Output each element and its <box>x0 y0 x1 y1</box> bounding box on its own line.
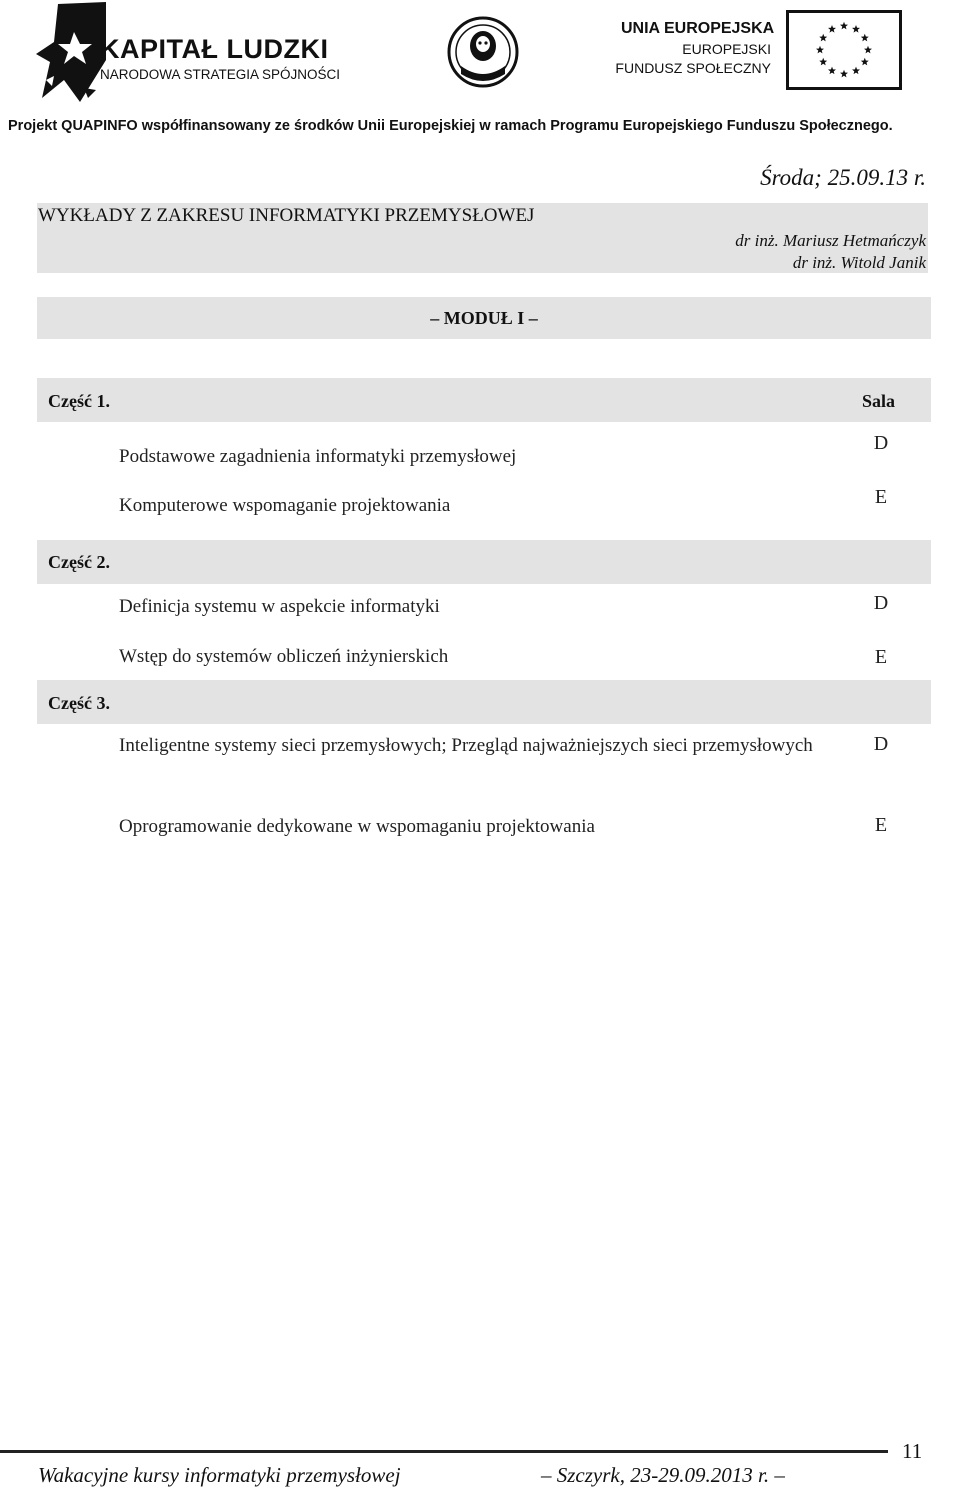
page-title: WYKŁADY Z ZAKRESU INFORMATYKI PRZEMYSŁOWEJ <box>38 205 535 226</box>
module-title: – MODUŁ I – <box>430 308 538 328</box>
topic-item: Inteligentne systemy sieci przemysłowych; Przegląd najważniejszych sieci przemysłowych <box>119 735 813 756</box>
eu-fund-label-line2: FUNDUSZ SPOŁECZNY <box>615 60 771 76</box>
eu-union-label: UNIA EUROPEJSKA <box>621 20 775 37</box>
room-column-header: Sala <box>862 391 896 411</box>
topic-item: Komputerowe wspomaganie projektowania <box>119 495 451 516</box>
kapital-ludzki-subtitle: NARODOWA STRATEGIA SPÓJNOŚCI <box>100 67 341 82</box>
eu-flag-icon <box>786 10 902 90</box>
part-label: Część 3. <box>48 693 110 713</box>
lecturer-name: dr inż. Mariusz Hetmańczyk <box>735 231 926 250</box>
topic-item: Wstęp do systemów obliczeń inżynierskich <box>119 646 449 667</box>
topic-item: Podstawowe zagadnienia informatyki przemysłowej <box>119 446 517 467</box>
room-code: D <box>873 432 889 454</box>
part-label: Część 2. <box>48 552 110 572</box>
university-seal-icon <box>447 16 519 88</box>
footer-course-name: Wakacyjne kursy informatyki przemysłowej <box>38 1463 401 1487</box>
room-code: E <box>874 814 888 836</box>
topic-item: Definicja systemu w aspekcie informatyki <box>119 596 440 617</box>
room-code: D <box>873 733 889 755</box>
page-number: 11 <box>902 1439 923 1463</box>
room-code: E <box>874 486 888 508</box>
room-code: E <box>874 646 888 668</box>
part-header-bar <box>37 378 931 422</box>
part-label: Część 1. <box>48 391 110 411</box>
lecture-date: Środa; 25.09.13 r. <box>760 165 926 190</box>
lecturer-name: dr inż. Witold Janik <box>792 253 926 272</box>
footer-location-dates: – Szczyrk, 23-29.09.2013 r. – <box>541 1463 785 1487</box>
room-code: D <box>873 592 889 614</box>
project-funding-note: Projekt QUAPINFO współfinansowany ze środków Unii Europejskiej w ramach Programu Europejskiego Funduszu Społecznego. <box>8 118 893 134</box>
eu-fund-label-line1: EUROPEJSKI <box>682 41 771 57</box>
part-header-bar <box>37 680 931 724</box>
kapital-ludzki-logo-icon <box>36 2 106 112</box>
footer-divider <box>0 1450 888 1453</box>
part-header-bar <box>37 540 931 584</box>
kapital-ludzki-title: KAPITAŁ LUDZKI <box>100 34 329 64</box>
topic-item: Oprogramowanie dedykowane w wspomaganiu projektowania <box>119 816 595 837</box>
